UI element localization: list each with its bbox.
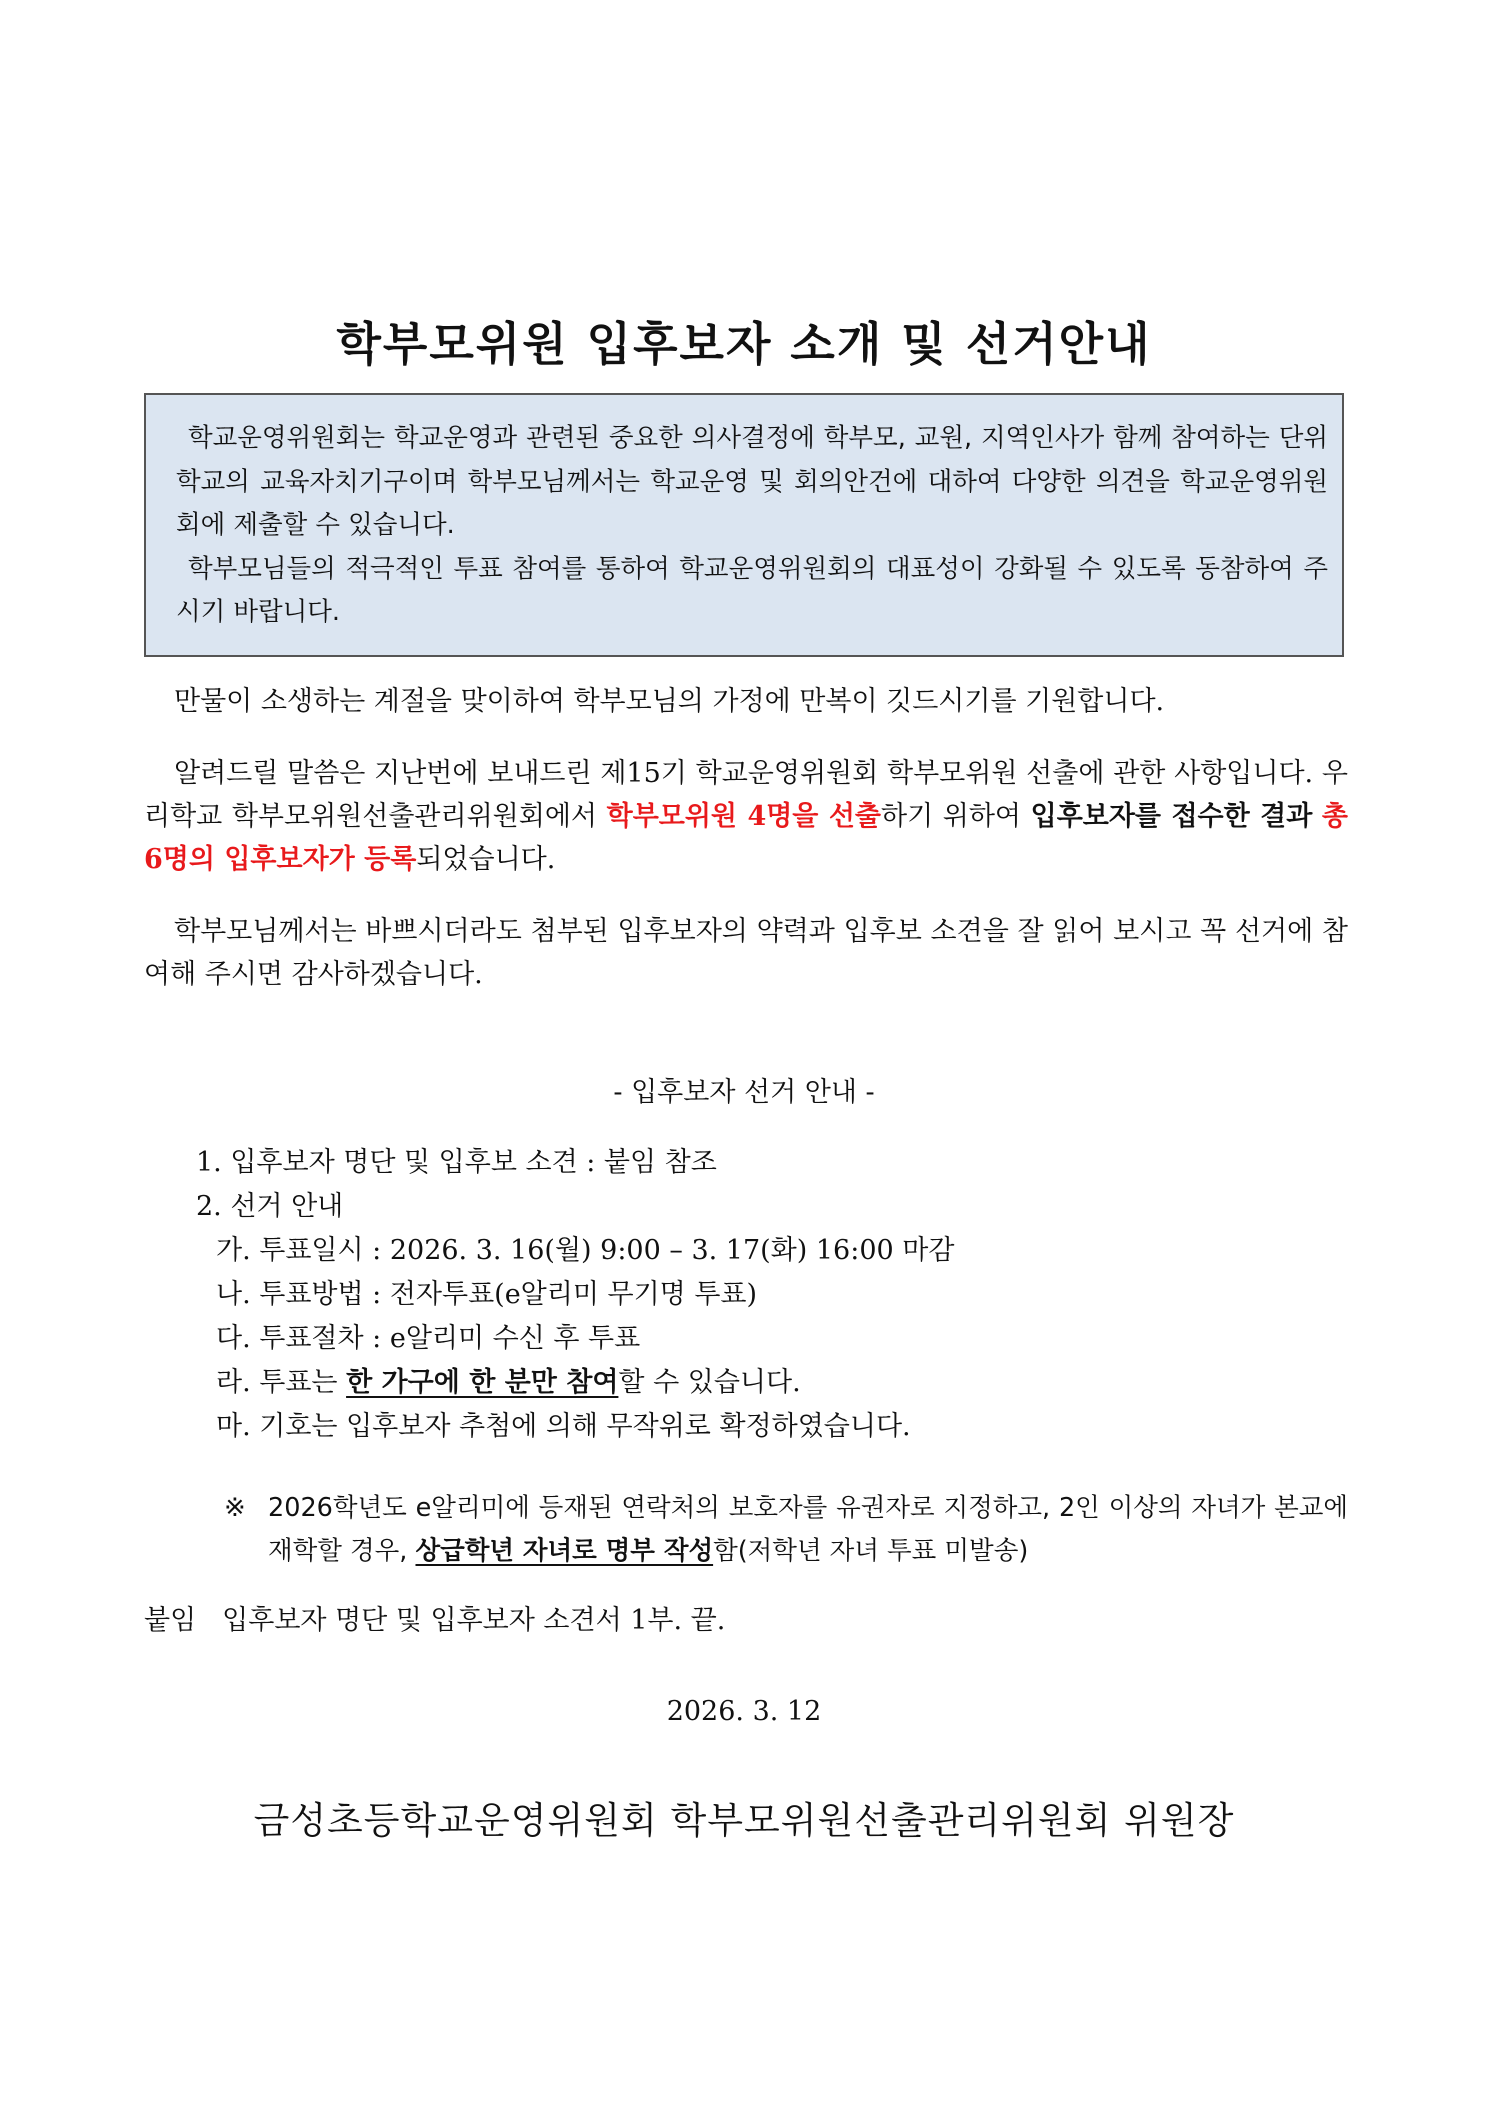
list-item-election-guide: 2. 선거 안내 (196, 1191, 344, 1222)
request-section (144, 910, 1348, 996)
notice-text-3 (1312, 801, 1322, 832)
list-subitem-one-per-household (196, 1361, 954, 1405)
attachment-text: 입후보자 명단 및 입후보자 소견서 1부. 끝. (222, 1605, 726, 1636)
request-paragraph: 학부모님께서는 바쁘시더라도 첨부된 입후보자의 약력과 입후보 소견을 잘 읽어 보시고 꼭 선거에 참여해 주시면 감사하겠습니다. (144, 916, 1348, 990)
reference-note (224, 1487, 1348, 1573)
reference-mark: ※ (224, 1493, 246, 1523)
page-title: 학부모위원 입후보자 소개 및 선거안내 (336, 317, 1152, 371)
section-title: - 입후보자 선거 안내 - (613, 1077, 875, 1108)
document-date: 2026. 3. 12 (666, 1696, 822, 1727)
intro-box (144, 393, 1344, 657)
list-item-candidates: 1. 입후보자 명단 및 입후보 소견 : 붙임 참조 (196, 1147, 717, 1178)
notice-highlight-elect: 학부모위원 4명을 선출 (606, 801, 881, 832)
note-text: 2026학년도 e알리미에 등재된 연락처의 보호자를 유권자로 지정하고, 2인 이상의 자녀가 본교에 재학할 경우, (268, 1493, 1348, 1566)
signature-line: 금성초등학교운영위원회 학부모위원선출관리위원회 위원장 (253, 1799, 1235, 1842)
list-subitem-ballot-number: 마. 기호는 입후보자 추첨에 의해 무작위로 확정하였습니다. (216, 1411, 911, 1442)
notice-bold-result: 입후보자를 접수한 결과 (1030, 801, 1313, 832)
reference-note-text (268, 1487, 1348, 1573)
list-subitem-vote-method: 나. 투표방법 : 전자투표(e알리미 무기명 투표) (216, 1279, 758, 1310)
underlined-one-per-household: 한 가구에 한 분만 참여 (346, 1367, 619, 1398)
intro-paragraph-1: 학교운영위원회는 학교운영과 관련된 중요한 의사결정에 학부모, 교원, 지역인사가 함께 참여하는 단위학교의 교육자치기구이며 학부모님께서는 학교운영 및 회의안건에 대하여 다양한 의견을 학교운영위원회에 제출할 수 있습니다. (176, 423, 1328, 540)
election-info-list (196, 1141, 954, 1449)
notice-text-4: 되었습니다. (416, 844, 556, 875)
notice-section (144, 752, 1348, 881)
intro-paragraph-2: 학부모님들의 적극적인 투표 참여를 통하여 학교운영위원회의 대표성이 강화될 수 있도록 동참하여 주시기 바랍니다. (176, 553, 1328, 627)
underlined-upper-grade: 상급학년 자녀로 명부 작성 (415, 1536, 714, 1566)
notice-text-1: 알려드릴 말씀은 지난번에 보내드린 제15기 학교운영위원회 학부모위원 선출에 관한 사항입니다. 우리학교 학부모위원선출관리위원회에서 (144, 758, 1348, 832)
list-subitem-vote-date: 가. 투표일시 : 2026. 3. 16(월) 9:00 – 3. 17(화) 16:00 마감 (216, 1235, 955, 1266)
notice-text-2: 하기 위하여 (880, 801, 1031, 832)
list-text: 라. 투표는 (216, 1367, 347, 1398)
attachment-line (144, 1598, 725, 1637)
list-subitem-vote-procedure: 다. 투표절차 : e알리미 수신 후 투표 (216, 1323, 641, 1354)
greeting-section (144, 680, 1348, 723)
greeting-paragraph: 만물이 소생하는 계절을 맞이하여 학부모님의 가정에 만복이 깃드시기를 기원합니다. (174, 686, 1165, 717)
attachment-label: 붙임 (144, 1605, 197, 1636)
list-text: 할 수 있습니다. (618, 1367, 801, 1398)
notice-highlight-registered: 총 6명의 입후보자가 등록 (144, 801, 1348, 875)
note-text: 함(저학년 자녀 투표 미발송) (713, 1536, 1029, 1566)
notice-paragraph (144, 752, 1348, 881)
